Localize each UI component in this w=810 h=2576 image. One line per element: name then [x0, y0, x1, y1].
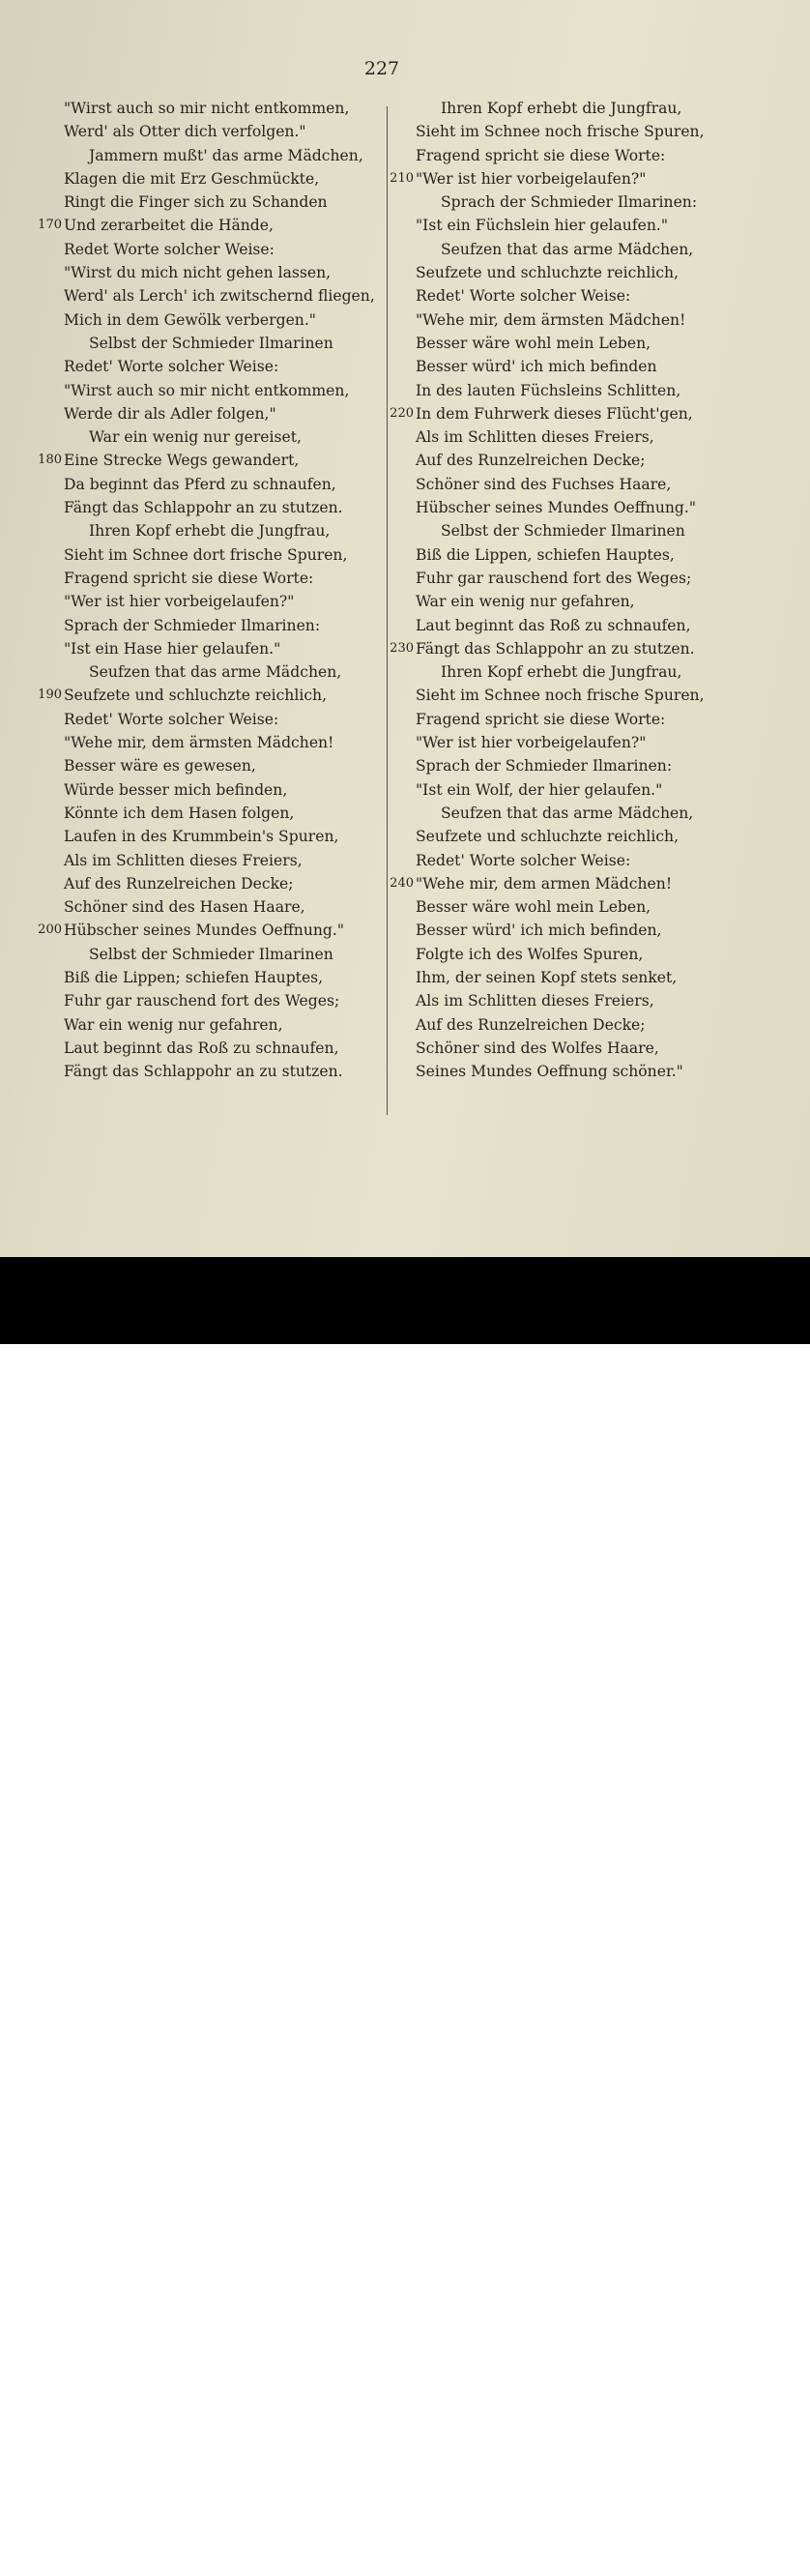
site-url: www.alamy.com [628, 2561, 738, 2576]
brand-logo: alamy [48, 2530, 168, 2572]
verse-line [394, 284, 723, 307]
verse-text: Sprach der Schmieder Ilmarinen: [441, 193, 698, 212]
verse-line [29, 1037, 387, 1060]
verse-text: Schöner sind des Wolfes Haare, [416, 1039, 659, 1057]
verse-text: "Wer ist hier vorbeigelaufen?" [416, 169, 647, 188]
verse-text: Jammern mußt' das arme Mädchen, [89, 146, 363, 164]
verse-line [394, 543, 723, 567]
verse-text: Seufzen that das arme Mädchen, [441, 804, 694, 822]
verse-text: Folgte ich des Wolfes Spuren, [416, 945, 644, 963]
verse-line [29, 1013, 387, 1037]
verse-line [29, 708, 387, 731]
line-number: 230 [390, 640, 414, 656]
verse-text: Sieht im Schnee dort frische Spuren, [64, 545, 348, 564]
verse-line [29, 754, 387, 777]
verse-text: Redet Worte solcher Weise: [64, 240, 275, 258]
verse-text: Fängt das Schlappohr an zu stutzen. [416, 639, 695, 658]
verse-line [29, 144, 387, 167]
verse-text: Seufzete und schluchzte reichlich, [416, 264, 680, 282]
verse-line [29, 778, 387, 802]
verse-text: Fuhr gar rauschend fort des Weges; [64, 992, 340, 1010]
verse-text: Selbst der Schmieder Ilmarinen [441, 522, 685, 541]
verse-text: Fuhr gar rauschend fort des Weges; [416, 569, 692, 587]
verse-text: Seufzen that das arme Mädchen, [89, 663, 342, 682]
verse-text: "Wehe mir, dem ärmsten Mädchen! [64, 734, 334, 752]
verse-line [29, 473, 387, 496]
verse-line [29, 496, 387, 519]
verse-line [29, 425, 387, 449]
verse-line [394, 849, 723, 872]
verse-text: Laufen in des Krummbein's Spuren, [64, 828, 339, 846]
verse-line [394, 120, 723, 143]
verse-text: Seufzen that das arme Mädchen, [441, 240, 694, 258]
verse-line [394, 97, 723, 120]
verse-line [394, 943, 723, 966]
verse-text: Als im Schlitten dieses Freiers, [416, 428, 654, 447]
verse-line [29, 332, 387, 355]
verse-line [394, 754, 723, 777]
verse-line [394, 308, 723, 332]
verse-line [29, 802, 387, 825]
verse-text: Fragend spricht sie diese Worte: [416, 146, 666, 164]
verse-line [29, 238, 387, 261]
verse-text: Ringt die Finger sich zu Schanden [64, 193, 328, 212]
verse-line [394, 567, 723, 590]
page-number: 227 [363, 58, 400, 79]
verse-text: Redet' Worte solcher Weise: [416, 851, 631, 869]
verse-line [394, 966, 723, 989]
verse-line [394, 660, 723, 684]
verse-text: "Ist ein Wolf, der hier gelaufen." [416, 780, 663, 799]
verse-text: Seines Mundes Oeffnung schöner." [416, 1063, 683, 1081]
verse-text: War ein wenig nur gefahren, [64, 1015, 283, 1034]
verse-text: "Wehe mir, dem armen Mädchen! [416, 874, 673, 893]
verse-text: Besser würd' ich mich befinden [416, 358, 657, 376]
verse-text: Eine Strecke Wegs gewandert, [64, 452, 300, 470]
verse-line [394, 332, 723, 355]
verse-line [29, 190, 387, 214]
verse-line [29, 567, 387, 590]
verse-text: Sprach der Schmieder Ilmarinen: [64, 616, 321, 634]
verse-text: Besser würd' ich mich befinden, [416, 922, 662, 940]
verse-line [29, 637, 387, 660]
verse-line [29, 167, 387, 190]
verse-text: Als im Schlitten dieses Freiers, [416, 992, 654, 1010]
verse-line [29, 214, 387, 237]
verse-line [394, 425, 723, 449]
verse-line [394, 1013, 723, 1037]
left-column [29, 97, 387, 1083]
verse-text: In dem Fuhrwerk dieses Flücht'gen, [416, 404, 693, 423]
verse-text: Fängt das Schlappohr an zu stutzen. [64, 1063, 343, 1081]
verse-text: Auf des Runzelreichen Decke; [64, 874, 294, 893]
verse-text: Sprach der Schmieder Ilmarinen: [416, 757, 673, 776]
line-number: 240 [390, 875, 414, 891]
verse-line [394, 590, 723, 613]
verse-text: Fragend spricht sie diese Worte: [64, 569, 314, 587]
verse-line [394, 1037, 723, 1060]
verse-text: Würde besser mich befinden, [64, 780, 288, 799]
verse-text: Werd' als Lerch' ich zwitschernd fliegen, [64, 287, 375, 306]
verse-line [29, 543, 387, 567]
verse-text: In des lauten Füchsleins Schlitten, [416, 381, 681, 399]
verse-text: Ihm, der seinen Kopf stets senket, [416, 968, 678, 986]
line-number: 210 [390, 170, 414, 186]
verse-text: Ihren Kopf erhebt die Jungfrau, [441, 663, 682, 682]
verse-text: Da beginnt das Pferd zu schnaufen, [64, 475, 336, 493]
verse-line [394, 449, 723, 472]
verse-line [394, 214, 723, 237]
verse-line [29, 731, 387, 754]
verse-line [29, 872, 387, 895]
verse-line [29, 1060, 387, 1083]
verse-line [394, 519, 723, 542]
verse-line [29, 379, 387, 402]
verse-line [394, 473, 723, 496]
verse-text: Und zerarbeitet die Hände, [64, 217, 274, 235]
verse-text: Fängt das Schlappohr an zu stutzen. [64, 499, 343, 517]
verse-line [29, 895, 387, 919]
verse-text: Selbst der Schmieder Ilmarinen [89, 334, 333, 352]
verse-line [29, 825, 387, 848]
verse-line [394, 731, 723, 754]
verse-text: Werd' als Otter dich verfolgen." [64, 123, 306, 141]
verse-text: Besser wäre es gewesen, [64, 757, 256, 776]
verse-text: War ein wenig nur gefahren, [416, 593, 635, 611]
verse-text: Hübscher seines Mundes Oeffnung." [64, 922, 345, 940]
column-divider [387, 106, 388, 1115]
verse-text: Ihren Kopf erhebt die Jungfrau, [89, 522, 331, 541]
verse-text: "Wehe mir, dem ärmsten Mädchen! [416, 310, 686, 329]
verse-text: Redet' Worte solcher Weise: [64, 358, 279, 376]
verse-line [394, 496, 723, 519]
verse-line [390, 637, 723, 660]
verse-text: "Wer ist hier vorbeigelaufen?" [416, 734, 647, 752]
verse-line [29, 519, 387, 542]
verse-line [29, 449, 387, 472]
line-number: 170 [38, 218, 62, 233]
verse-line [29, 261, 387, 284]
watermark-footer [0, 1257, 810, 2576]
verse-text: Schöner sind des Hasen Haare, [64, 898, 305, 917]
verse-text: Auf des Runzelreichen Decke; [416, 452, 646, 470]
verse-text: Als im Schlitten dieses Freiers, [64, 851, 303, 869]
verse-text: Schöner sind des Fuchses Haare, [416, 475, 672, 493]
verse-line [394, 144, 723, 167]
book-page [0, 0, 810, 1257]
verse-line [29, 402, 387, 425]
line-number: 190 [38, 688, 62, 703]
verse-line [29, 120, 387, 143]
verse-text: Hübscher seines Mundes Oeffnung." [416, 499, 697, 517]
verse-text: Biß die Lippen; schiefen Hauptes, [64, 968, 324, 986]
verse-text: "Wer ist hier vorbeigelaufen?" [64, 593, 295, 611]
verse-line [29, 660, 387, 684]
line-number: 180 [38, 453, 62, 468]
verse-line [29, 943, 387, 966]
verse-line [29, 590, 387, 613]
verse-text: Werde dir als Adler folgen," [64, 404, 276, 423]
verse-line [29, 308, 387, 332]
verse-text: Selbst der Schmieder Ilmarinen [89, 945, 333, 963]
image-id-label: Image ID: JHAY2H [663, 2535, 783, 2551]
verse-line [394, 355, 723, 378]
verse-text: Biß die Lippen, schiefen Hauptes, [416, 545, 675, 564]
verse-text: "Ist ein Füchslein hier gelaufen." [416, 217, 668, 235]
verse-line [390, 402, 723, 425]
line-number: 220 [390, 405, 414, 421]
verse-line [394, 919, 723, 942]
verse-line [394, 190, 723, 214]
verse-text: Ihren Kopf erhebt die Jungfrau, [441, 100, 682, 117]
verse-text: Seufzete und schluchzte reichlich, [64, 687, 328, 705]
verse-line [394, 379, 723, 402]
verse-line [394, 708, 723, 731]
verse-line [29, 284, 387, 307]
verse-text: Seufzete und schluchzte reichlich, [416, 828, 680, 846]
verse-line [29, 97, 387, 120]
verse-line [394, 1060, 723, 1083]
verse-line [390, 872, 723, 895]
verse-text: Laut beginnt das Roß zu schnaufen, [64, 1039, 339, 1057]
verse-text: Könnte ich dem Hasen folgen, [64, 804, 295, 822]
verse-text: Sieht im Schnee noch frische Spuren, [416, 123, 705, 141]
verse-line [29, 684, 387, 707]
verse-text: Besser wäre wohl mein Leben, [416, 898, 651, 917]
verse-text: "Wirst auch so mir nicht entkommen, [64, 381, 350, 399]
verse-line [394, 802, 723, 825]
verse-text: Sieht im Schnee noch frische Spuren, [416, 687, 705, 705]
verse-line [394, 614, 723, 637]
verse-line [394, 895, 723, 919]
verse-text: "Wirst du mich nicht gehen lassen, [64, 264, 332, 282]
verse-line [29, 355, 387, 378]
verse-text: Auf des Runzelreichen Decke; [416, 1015, 646, 1034]
verse-text: Redet' Worte solcher Weise: [416, 287, 631, 306]
verse-line [394, 825, 723, 848]
verse-text: Mich in dem Gewölk verbergen." [64, 310, 316, 329]
verse-line [394, 238, 723, 261]
verse-text: "Ist ein Hase hier gelaufen." [64, 639, 281, 658]
verse-line [394, 778, 723, 802]
verse-line [394, 684, 723, 707]
verse-text: Klagen die mit Erz Geschmückte, [64, 169, 320, 188]
verse-text: "Wirst auch so mir nicht entkommen, [64, 100, 350, 117]
verse-line [29, 966, 387, 989]
verse-line [29, 989, 387, 1012]
verse-line [29, 919, 387, 942]
verse-line [29, 614, 387, 637]
verse-text: Besser wäre wohl mein Leben, [416, 334, 651, 352]
line-number: 200 [38, 922, 62, 938]
verse-line [29, 849, 387, 872]
verse-text: Laut beginnt das Roß zu schnaufen, [416, 616, 691, 634]
verse-text: Redet' Worte solcher Weise: [64, 710, 279, 728]
verse-line [394, 989, 723, 1012]
verse-line [394, 261, 723, 284]
verse-text: War ein wenig nur gereiset, [89, 428, 302, 447]
verse-line [390, 167, 723, 190]
verse-text: Fragend spricht sie diese Worte: [416, 710, 666, 728]
right-column [390, 97, 723, 1083]
